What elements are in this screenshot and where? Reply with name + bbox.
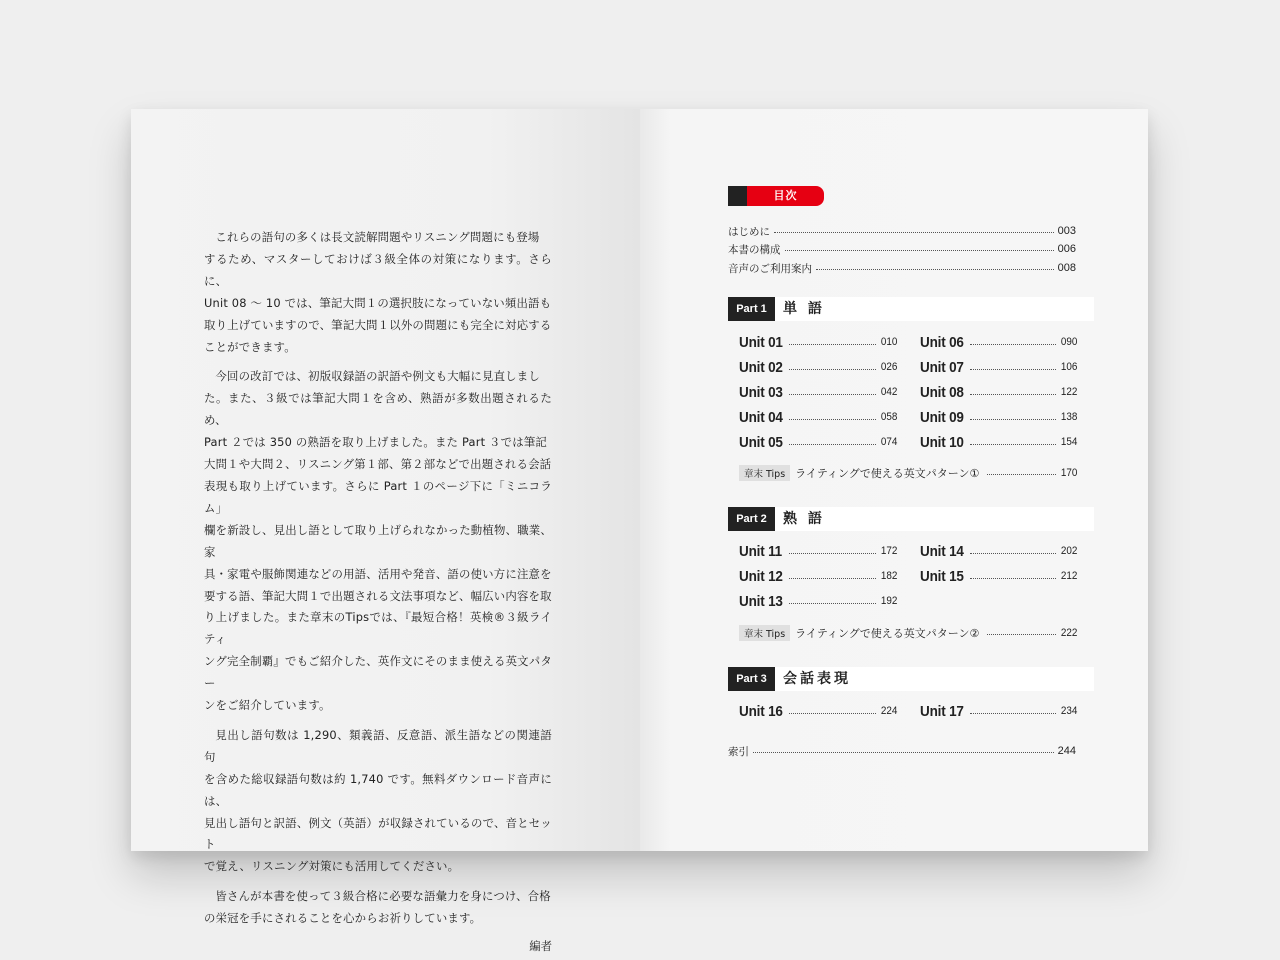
tips-title: ライティングで使える英文パターン② [795,627,980,640]
unit-page: 172 [880,545,898,557]
part-3-header [728,667,1094,691]
text-line: で覚え、リスニング対策にも活用してください。 [204,859,460,874]
leader-dots [789,344,876,345]
unit-label: Unit 12 [739,567,783,585]
unit-page: 212 [1060,570,1078,582]
entry-label: 索引 [728,745,749,758]
toc-entry-intro[interactable] [728,224,1076,238]
text-line: これらの語句の多くは長文読解問題やリスニング問題にも登場 [215,230,540,244]
toc-tips-2[interactable] [739,625,1078,641]
text-line: 具・家電や服飾関連などの用語、活用や発音、語の使い方に注意を [204,566,552,581]
toc-unit-08[interactable] [920,383,1078,401]
entry-page: 244 [1057,745,1076,757]
unit-page: 010 [880,336,898,348]
unit-label: Unit 03 [739,383,783,401]
leader-dots [789,603,876,604]
entry-label: はじめに [728,225,770,238]
paragraph-2 [204,366,552,717]
toc-unit-06[interactable] [920,333,1078,351]
heading-black-block [728,186,747,206]
toc-unit-15[interactable] [920,567,1078,585]
open-book [131,109,1148,954]
leader-dots [970,419,1056,420]
text-line: 見出し語句数は 1,290、類義語、反意語、派生語などの関連語句 [204,727,552,764]
unit-page: 224 [880,705,898,717]
toc-unit-01[interactable] [739,333,898,351]
unit-page: 058 [880,411,898,423]
unit-page: 026 [880,361,898,373]
leader-dots [970,344,1056,345]
entry-label: 音声のご利用案内 [728,262,812,275]
unit-label: Unit 10 [920,433,964,451]
unit-page: 202 [1060,545,1078,557]
leader-dots [789,713,876,714]
paragraph-1 [204,227,552,358]
toc-unit-02[interactable] [739,358,898,376]
part-1-header [728,297,1094,321]
leader-dots [816,269,1054,270]
toc-unit-13[interactable] [739,592,898,610]
tips-page: 222 [1060,627,1078,639]
unit-label: Unit 16 [739,702,783,720]
tips-title: ライティングで使える英文パターン① [795,467,980,480]
unit-page: 074 [880,436,898,448]
leader-dots [789,553,876,554]
leader-dots [970,578,1056,579]
unit-label: Unit 15 [920,567,964,585]
leader-dots [970,713,1056,714]
part-title: 単 語 [783,301,825,317]
toc-unit-17[interactable] [920,702,1078,720]
text-line: Unit 08 ～ 10 では、筆記大問１の選択肢になっていない頻出語も [204,295,552,310]
part-2-header [728,507,1094,531]
unit-label: Unit 09 [920,408,964,426]
text-line: ことができます。 [204,339,296,354]
text-line: 見出し語句と訳語、例文（英語）が収録されているので、音とセット [204,815,552,852]
text-line: 今回の改訂では、初版収録語の訳語や例文も大幅に見直しまし [215,369,540,384]
leader-dots [789,419,876,420]
tips-badge: 章末 Tips [739,625,790,641]
toc-unit-10[interactable] [920,433,1078,451]
leader-dots [789,369,876,370]
toc-unit-11[interactable] [739,542,898,560]
toc-unit-04[interactable] [739,408,898,426]
unit-page: 182 [880,570,898,582]
unit-label: Unit 13 [739,592,783,610]
part-tag: Part 1 [728,297,775,321]
part-tag: Part 2 [728,507,775,531]
leader-dots [987,474,1055,475]
unit-label: Unit 01 [739,333,783,351]
text-line: Part ２では 350 の熟語を取り上げました。また Part ３では筆記 [204,435,548,450]
text-line: ング完全制覇』でもご紹介した、英作文にそのまま使える英文パター [204,654,552,691]
toc-heading [728,186,824,206]
unit-page: 154 [1060,436,1078,448]
unit-page: 090 [1060,336,1078,348]
leader-dots [970,444,1056,445]
leader-dots [789,444,876,445]
unit-label: Unit 11 [739,542,783,560]
unit-page: 234 [1060,705,1078,717]
text-line: 要する語、筆記大問１で出題される文法事項など、幅広い内容を取 [204,588,552,603]
toc-unit-07[interactable] [920,358,1078,376]
paragraph-3 [204,725,552,878]
text-line: 大問１や大問２、リスニング第１部、第２部などで出題される会話 [204,457,552,472]
unit-label: Unit 07 [920,358,964,376]
leader-dots [774,232,1054,233]
toc-unit-05[interactable] [739,433,898,451]
unit-label: Unit 14 [920,542,964,560]
toc-unit-14[interactable] [920,542,1078,560]
unit-label: Unit 08 [920,383,964,401]
unit-page: 138 [1060,411,1078,423]
unit-label: Unit 05 [739,433,783,451]
entry-label: 本書の構成 [728,243,781,256]
text-line: の栄冠を手にされることを心からお祈りしています。 [204,911,482,926]
unit-page: 192 [880,595,898,607]
leader-dots [753,752,1054,753]
toc-unit-12[interactable] [739,567,898,585]
leader-dots [970,553,1056,554]
part-tag: Part 3 [728,667,775,691]
entry-page: 008 [1057,262,1076,274]
unit-label: Unit 02 [739,358,783,376]
leader-dots [970,394,1056,395]
leader-dots [785,250,1054,251]
toc-unit-03[interactable] [739,383,898,401]
toc-unit-09[interactable] [920,408,1078,426]
unit-label: Unit 06 [920,333,964,351]
toc-tips-1[interactable] [739,465,1078,481]
right-page [640,109,1148,851]
text-line: するため、マスターしておけば３級全体の対策になります。さらに、 [204,251,552,288]
text-line: 欄を新設し、見出し語として取り上げられなかった動植物、職業、家 [204,522,552,559]
preface-text [204,227,552,954]
text-line: を含めた総収録語句数は約 1,740 です。無料ダウンロード音声には、 [204,771,552,808]
text-line: り上げました。また章末のTipsでは、『最短合格！英検®３級ライティ [204,610,552,647]
entry-page: 006 [1057,243,1076,255]
unit-label: Unit 04 [739,408,783,426]
tips-page: 170 [1060,467,1078,479]
part-title: 会話表現 [783,671,851,687]
unit-label: Unit 17 [920,702,964,720]
text-line: 皆さんが本書を使って３級合格に必要な語彙力を身につけ、合格 [215,889,551,904]
toc-unit-16[interactable] [739,702,898,720]
part-title: 熟 語 [783,511,825,527]
text-line: ンをご紹介しています。 [204,698,331,713]
text-line: 表現も取り上げています。さらに Part １のページ下に「ミニコラム」 [204,478,552,515]
toc-title: 目次 [747,186,824,206]
tips-badge: 章末 Tips [739,465,790,481]
left-page [131,109,640,954]
paragraph-4 [204,886,552,930]
leader-dots [970,369,1056,370]
entry-page: 003 [1057,225,1076,237]
leader-dots [789,394,876,395]
unit-page: 106 [1060,361,1078,373]
toc-entry-index[interactable] [728,744,1076,758]
text-line: 取り上げていますので、筆記大問１以外の問題にも完全に対応する [204,317,552,332]
text-line: た。また、３級では筆記大問１を含め、熟語が多数出題されるため、 [204,391,552,428]
unit-page: 042 [880,386,898,398]
unit-page: 122 [1060,386,1078,398]
leader-dots [987,634,1055,635]
editor-signature: 編者 [529,939,552,954]
leader-dots [789,578,876,579]
toc-entry-audio[interactable] [728,261,1076,275]
toc-entry-structure[interactable] [728,242,1076,256]
